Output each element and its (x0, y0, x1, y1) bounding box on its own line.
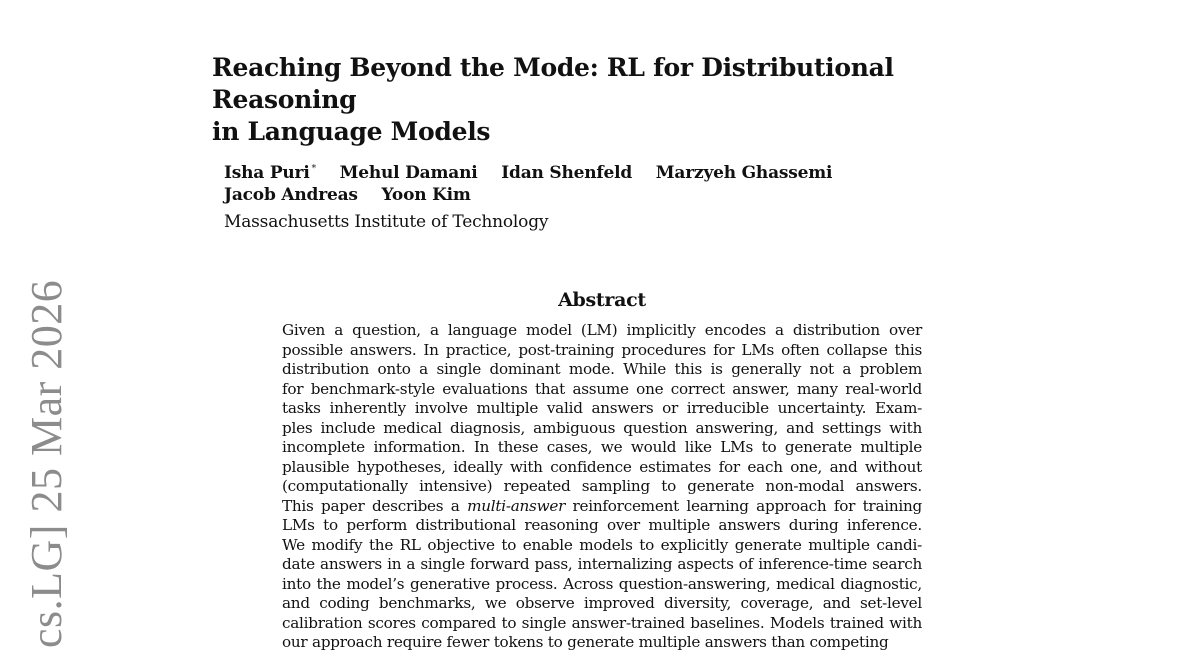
author-list (224, 158, 864, 206)
abstract-line: and coding benchmarks, we observe improved diversity, coverage, and set-level (282, 594, 922, 612)
abstract-body (282, 321, 922, 653)
abstract-line: tasks inherently involve multiple valid answers or irreducible uncertainty. Exam- (282, 399, 922, 417)
author-name: Jacob Andreas (224, 185, 358, 205)
emphasized-term: multi-answer (467, 496, 566, 515)
abstract-line: ples include medical diagnosis, ambiguous question answering, and settings with (282, 418, 922, 437)
paper-title (212, 52, 1032, 148)
title-line-1: Reaching Beyond the Mode: RL for Distributional Reasoning (212, 53, 894, 114)
title-line-2: in Language Models (212, 117, 491, 146)
author-row-1 (224, 158, 864, 184)
abstract-line: our approach require fewer tokens to generate multiple answers than competing (282, 633, 889, 651)
abstract-line: possible answers. In practice, post-training procedures for LMs often collapse this (282, 340, 922, 359)
author-name: Idan Shenfeld (501, 163, 633, 183)
author-name: Isha Puri * (224, 163, 316, 183)
author-name: Mehul Damani (339, 163, 478, 183)
footnote-mark: * (311, 164, 316, 174)
author-row-2 (224, 184, 864, 206)
abstract-line: (computationally intensive) repeated sampling to generate non-modal answers. (282, 477, 922, 495)
abstract-line: for benchmark-style evaluations that assume one correct answer, many real-world (282, 379, 922, 398)
abstract-line: We modify the RL objective to enable models to explicitly generate multiple candi- (282, 535, 922, 554)
affiliation: Massachusetts Institute of Technology (224, 212, 549, 232)
abstract-line: This paper describes a multi-answer reinforcement learning approach for training (282, 496, 923, 515)
author-name: Yoon Kim (381, 185, 471, 205)
abstract-line: date answers in a single forward pass, internalizing aspects of inference-time search (282, 555, 922, 573)
abstract-line: distribution onto a single dominant mode. While this is generally not a problem (282, 360, 922, 378)
arxiv-stamp: cs.LG] 25 Mar 2026 (22, 279, 71, 648)
abstract-line: LMs to perform distributional reasoning over multiple answers during inference. (282, 516, 922, 534)
abstract-line: plausible hypotheses, ideally with confidence estimates for each one, and without (282, 457, 922, 476)
abstract-heading: Abstract (558, 289, 646, 311)
abstract-line: Given a question, a language model (LM) implicitly encodes a distribution over (282, 321, 922, 339)
abstract-line: into the model’s generative process. Across question-answering, medical diagnostic, (282, 574, 922, 593)
abstract-line: calibration scores compared to single answer-trained baselines. Models trained with (282, 613, 922, 632)
author-name: Marzyeh Ghassemi (655, 163, 833, 183)
abstract-line: incomplete information. In these cases, we would like LMs to generate multiple (282, 438, 922, 456)
